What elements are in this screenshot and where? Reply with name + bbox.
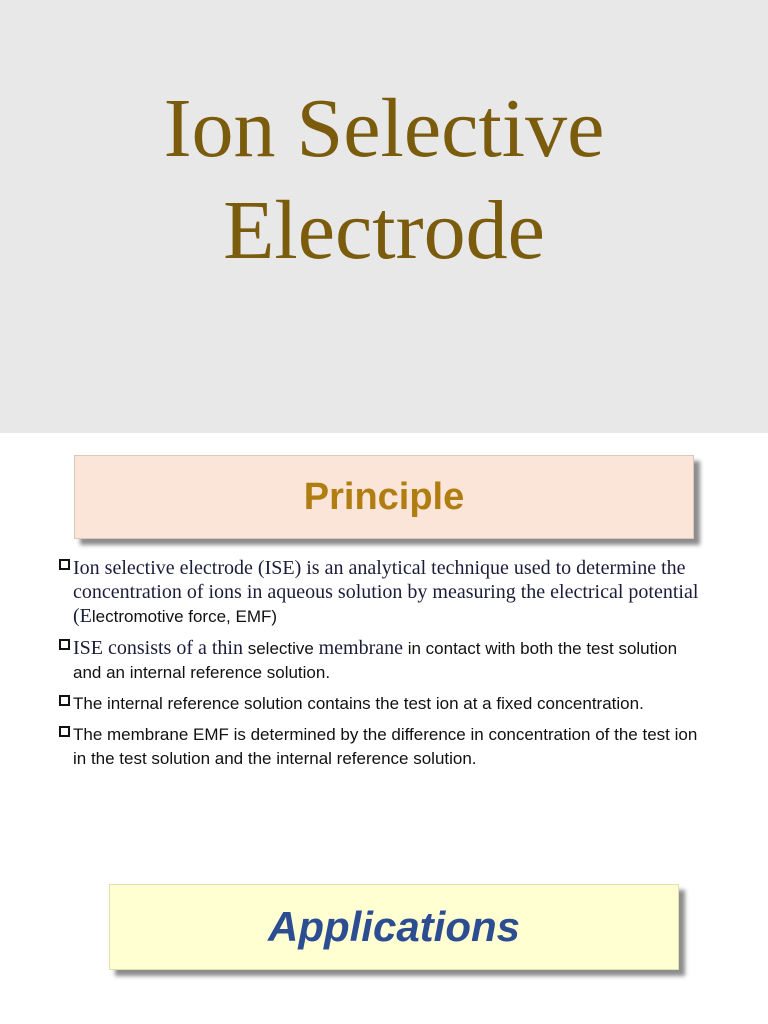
title-slide — [0, 0, 768, 433]
bullet-item — [58, 723, 708, 771]
checkbox-square-icon — [59, 559, 70, 570]
bullet-text-serif: ISE consists of a thin — [73, 637, 243, 659]
checkbox-square-icon — [59, 639, 70, 650]
bullet-text-serif: membrane — [318, 637, 403, 659]
bullet-text-sans: selective — [243, 639, 319, 658]
bullet-text-serif: Ion selective electrode (ISE) is an analytical technique used to determine the concentration of ions in aqueous solution by measuring the electrical potential (E — [73, 557, 699, 627]
applications-heading: Applications — [267, 903, 521, 950]
slide-title — [0, 78, 768, 282]
bullet-text-sans: lectromotive force, EMF) — [91, 607, 278, 626]
bullet-text-sans: The internal reference solution contains the test ion at a fixed concentration. — [73, 694, 644, 713]
checkbox-square-icon — [59, 695, 70, 706]
slide-title-line-1: Ion Selective — [163, 82, 605, 175]
checkbox-square-icon — [59, 726, 70, 737]
bullet-text-sans: The membrane EMF is determined by the difference in concentration of the test ion in the test solution and the internal reference solution. — [73, 725, 698, 768]
principle-heading-box — [74, 455, 694, 539]
slide-title-line-2: Electrode — [223, 184, 545, 277]
applications-heading-box — [109, 884, 679, 970]
bullet-item — [58, 556, 708, 629]
bullet-item — [58, 692, 708, 716]
principle-heading: Principle — [303, 476, 465, 518]
principle-bullet-list — [58, 556, 708, 778]
bullet-item — [58, 636, 708, 685]
bullet-text-sans: in contact with both the test solution and an internal reference solution. — [73, 639, 678, 682]
